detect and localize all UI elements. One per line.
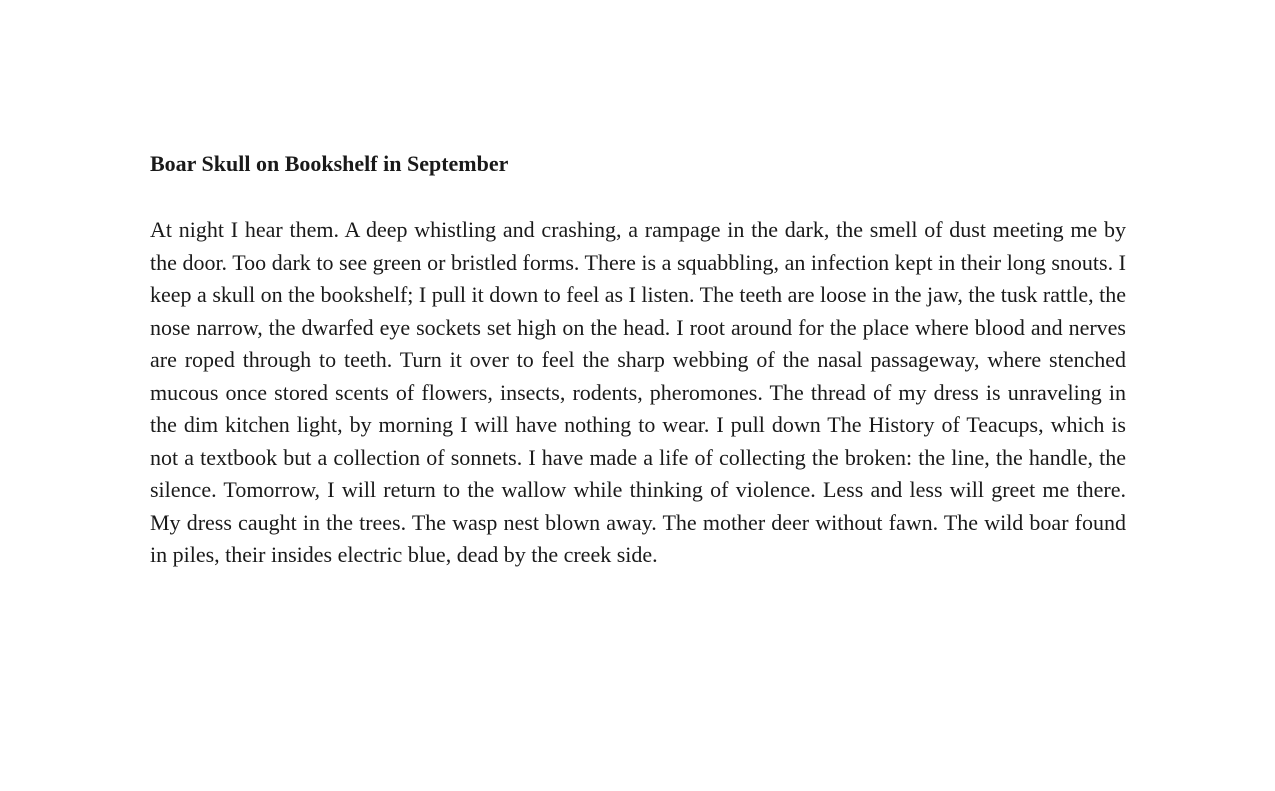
poem-title: Boar Skull on Bookshelf in September — [150, 151, 509, 176]
poem-body: At night I hear them. A deep whistling and crashing, a rampage in the dark, the smell of dust meeting me by the door. Too dark to see green or bristled forms. There is a squabbling, an infection kept in their long snouts. I keep a skull on the bookshelf; I pull it down to feel as I listen. The teeth are loose in the jaw, the tusk rattle, the nose narrow, the dwarfed eye sockets set high on the head. I root around for the place where blood and nerves are roped through to teeth. Turn it over to feel the sharp webbing of the nasal passageway, where stenched mucous once stored scents of flowers, insects, rodents, pheromones. The thread of my dress is unraveling in the dim kitchen light, by morning I will have nothing to wear. I pull down The History of Teacups, which is not a textbook but a collection of sonnets. I have made a life of collecting the broken: the line, the handle, the silence. Tomorrow, I will return to the wallow while thinking of violence. Less and less will greet me there. My dress caught in the trees. The wasp nest blown away. The mother deer without fawn. The wild boar found in piles, their insides electric blue, dead by the creek side. — [150, 217, 1126, 567]
document-page — [150, 148, 1126, 572]
